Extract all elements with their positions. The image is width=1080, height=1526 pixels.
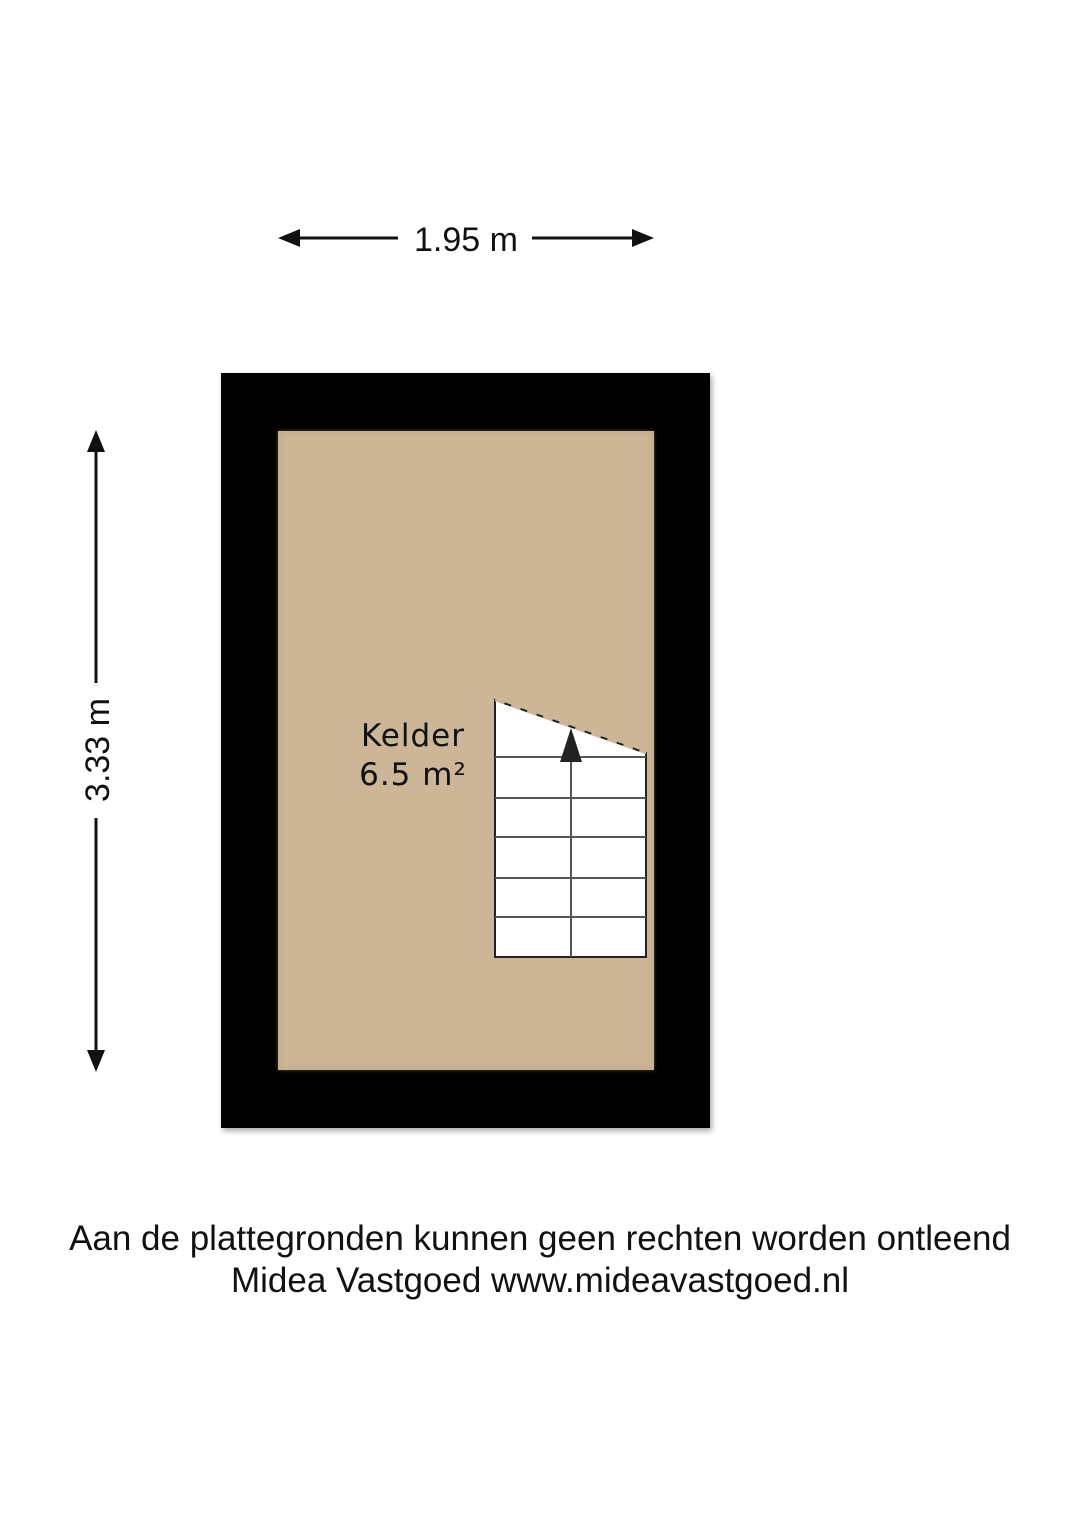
arrow-left-icon <box>278 229 300 247</box>
height-dimension-label: 3.33 m <box>79 698 117 802</box>
height-dimension <box>79 430 117 1072</box>
room-area: 6.5 m² <box>359 757 467 793</box>
width-dimension <box>278 221 654 259</box>
arrow-right-icon <box>632 229 654 247</box>
company-credit-text: Midea Vastgoed www.mideavastgoed.nl <box>230 1261 850 1300</box>
room-name: Kelder <box>361 718 465 754</box>
arrow-up-icon <box>87 430 105 452</box>
arrow-down-icon <box>87 1050 105 1072</box>
disclaimer-text: Aan de plattegronden kunnen geen rechten worden ontleend <box>69 1219 1011 1258</box>
width-dimension-label: 1.95 m <box>414 221 518 259</box>
